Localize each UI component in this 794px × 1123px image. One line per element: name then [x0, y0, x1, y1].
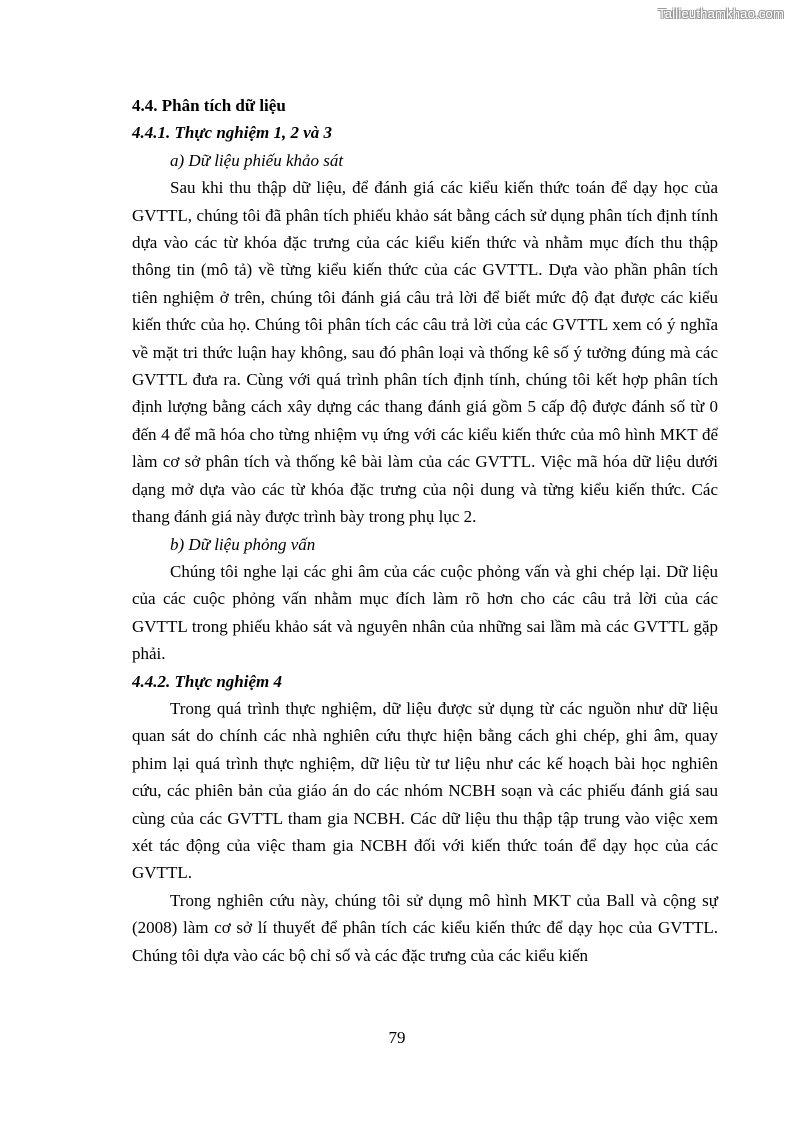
part-b-paragraph: Chúng tôi nghe lại các ghi âm của các cuộc phỏng vấn và ghi chép lại. Dữ liệu của các cuộc phỏng vấn nhằm mục đích làm rõ hơn cho các câu trả lời của các GVTTL trong phiếu khảo sát và nguyên nhân của những sai lầm mà các GVTTL gặp phải.	[132, 561, 718, 664]
part-b-heading: b) Dữ liệu phỏng vấn	[170, 534, 316, 554]
watermark: Tailieuthamkhao.com	[658, 6, 784, 21]
document-body	[132, 92, 718, 969]
page-number: 79	[388, 1028, 406, 1047]
subsection-2-heading: 4.4.2. Thực nghiệm 4	[132, 671, 282, 691]
subsection-2-paragraph-2: Trong nghiên cứu này, chúng tôi sử dụng mô hình MKT của Ball và cộng sự (2008) làm cơ sở lí thuyết để phân tích các kiểu kiến thức để dạy học của GVTTL. Chúng tôi dựa vào các bộ chỉ số và các đặc trưng của các kiểu kiến	[132, 890, 718, 965]
part-a-paragraph: Sau khi thu thập dữ liệu, để đánh giá các kiểu kiến thức toán để dạy học của GVTTL, chúng tôi đã phân tích phiếu khảo sát bằng cách sử dụng phân tích định tính dựa vào các từ khóa đặc trưng của các kiểu kiến thức và nhằm mục đích thu thập thông tin (mô tả) về từng kiểu kiến thức của các GVTTL. Dựa vào phần phân tích tiên nghiệm ở trên, chúng tôi đánh giá câu trả lời để biết mức độ đạt được các kiểu kiến thức của họ. Chúng tôi phân tích các câu trả lời của các GVTTL xem có ý nghĩa về mặt tri thức luận hay không, sau đó phân loại và thống kê số ý tưởng đúng mà các GVTTL đưa ra. Cùng với quá trình phân tích định tính, chúng tôi kết hợp phân tích định lượng bằng cách xây dựng các thang đánh giá gồm 5 cấp độ được đánh số từ 0 đến 4 để mã hóa cho từng nhiệm vụ ứng với các kiểu kiến thức của mô hình MKT để làm cơ sở phân tích và thống kê bài làm của các GVTTL. Việc mã hóa dữ liệu dưới dạng mở dựa vào các từ khóa đặc trưng của nội dung và từng kiểu kiến thức. Các thang đánh giá này được trình bày trong phụ lục 2.	[132, 178, 718, 527]
subsection-2-paragraph-1: Trong quá trình thực nghiệm, dữ liệu được sử dụng từ các nguồn như dữ liệu quan sát do chính các nhà nghiên cứu thực hiện bằng cách ghi chép, ghi âm, quay phim lại quá trình thực nghiệm, dữ liệu từ tư liệu như các kế hoạch bài học nghiên cứu, các phiên bản của giáo án do các nhóm NCBH soạn và các phiếu đánh giá sau cùng của các GVTTL tham gia NCBH. Các dữ liệu thu thập tập trung vào việc xem xét tác động của việc tham gia NCBH đối với kiến thức toán để dạy học của các GVTTL.	[132, 698, 718, 883]
part-a-heading: a) Dữ liệu phiếu khảo sát	[170, 150, 344, 170]
section-heading: 4.4. Phân tích dữ liệu	[132, 96, 286, 115]
subsection-1-heading: 4.4.1. Thực nghiệm 1, 2 và 3	[132, 123, 333, 143]
